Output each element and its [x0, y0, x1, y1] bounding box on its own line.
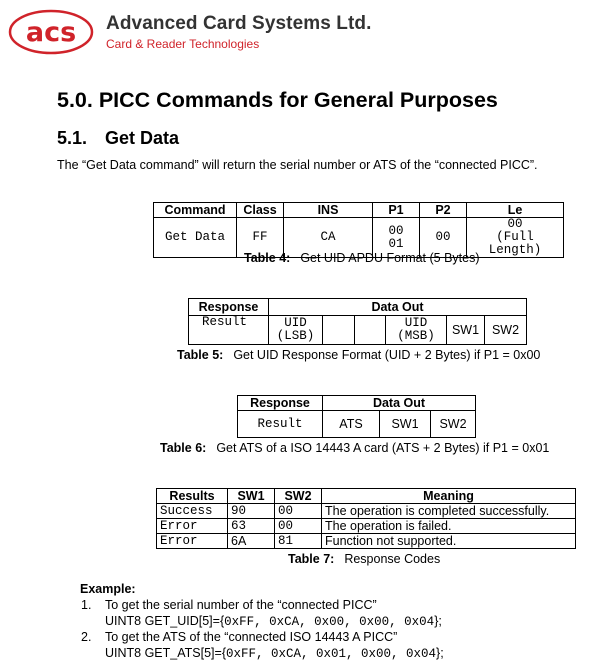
table-cell: 63 — [228, 519, 275, 534]
subsection-title: Get Data — [105, 128, 180, 148]
table-cell: 81 — [275, 534, 322, 549]
table-header: Le — [467, 203, 564, 218]
table-caption — [244, 251, 480, 265]
table-cell: SW2 — [485, 316, 527, 345]
caption-text: Response Codes — [344, 552, 441, 566]
table-cell: 00 — [275, 504, 322, 519]
table-cell: Get Data — [154, 218, 237, 258]
table-header: Results — [157, 489, 228, 504]
table-cell: The operation is failed. — [322, 519, 576, 534]
table-cell: Error — [157, 534, 228, 549]
table-cell: SW1 — [447, 316, 485, 345]
table-header: P2 — [420, 203, 467, 218]
table-header: Command — [154, 203, 237, 218]
table-header: SW2 — [275, 489, 322, 504]
table-caption — [288, 552, 440, 566]
table-header: Meaning — [322, 489, 576, 504]
caption-label: Table 4: — [244, 251, 291, 265]
code-prefix: UINT8 GET_UID[5]={ — [105, 614, 225, 628]
table-cell: The operation is completed successfully. — [322, 504, 576, 519]
code-prefix: UINT8 GET_ATS[5]={ — [105, 646, 226, 660]
table-caption — [160, 441, 549, 455]
table-header: Class — [237, 203, 284, 218]
list-text: To get the ATS of the “connected ISO 14443 A PICC” — [105, 630, 398, 644]
table-header: Data Out — [269, 299, 527, 316]
table-cell: Result — [189, 316, 269, 345]
list-number: 1. — [81, 598, 92, 612]
response-codes-table — [156, 488, 576, 549]
get-uid-response-table — [188, 298, 527, 345]
table-header: P1 — [373, 203, 420, 218]
table-header: SW1 — [228, 489, 275, 504]
code-line — [105, 614, 442, 629]
caption-label: Table 6: — [160, 441, 207, 455]
code-bytes: 0xFF, 0xCA, 0x01, 0x00, 0x04 — [226, 647, 437, 661]
table-cell: 00 01 — [373, 218, 420, 258]
caption-text: Get UID APDU Format (5 Bytes) — [300, 251, 480, 265]
intro-text: The “Get Data command” will return the serial number or ATS of the “connected PICC”. — [57, 158, 538, 172]
company-name: Advanced Card Systems Ltd. — [106, 13, 372, 34]
caption-label: Table 7: — [288, 552, 335, 566]
table-row — [157, 534, 576, 549]
table-header: INS — [284, 203, 373, 218]
get-uid-apdu-table — [153, 202, 564, 258]
table-header: Data Out — [323, 396, 476, 411]
example-title: Example: — [80, 582, 136, 596]
table-cell: CA — [284, 218, 373, 258]
table-cell: 00 — [420, 218, 467, 258]
code-suffix: }; — [434, 614, 442, 628]
caption-text: Get UID Response Format (UID + 2 Bytes) if P1 = 0x00 — [233, 348, 541, 362]
section-title: 5.0. PICC Commands for General Purposes — [57, 88, 498, 112]
table-cell — [323, 316, 355, 345]
table-cell: UID (MSB) — [386, 316, 447, 345]
subsection-heading — [57, 128, 179, 149]
table-header: Response — [189, 299, 269, 316]
table-caption — [177, 348, 540, 362]
table-cell — [355, 316, 386, 345]
table-cell: SW2 — [431, 411, 476, 438]
subsection-number: 5.1. — [57, 128, 88, 148]
table-cell: 90 — [228, 504, 275, 519]
table-header: Response — [238, 396, 323, 411]
get-ats-response-table — [237, 395, 476, 438]
acs-logo — [8, 8, 94, 56]
table-cell: Result — [238, 411, 323, 438]
table-cell: Success — [157, 504, 228, 519]
table-cell: SW1 — [380, 411, 431, 438]
table-cell: UID (LSB) — [269, 316, 323, 345]
table-cell: 00 — [275, 519, 322, 534]
code-line — [105, 646, 444, 661]
table-cell: ATS — [323, 411, 380, 438]
code-bytes: 0xFF, 0xCA, 0x00, 0x00, 0x04 — [224, 615, 435, 629]
list-item — [81, 630, 397, 644]
table-row — [157, 504, 576, 519]
logo-text: acs — [25, 17, 77, 48]
list-text: To get the serial number of the “connected PICC” — [105, 598, 377, 612]
table-cell: FF — [237, 218, 284, 258]
caption-label: Table 5: — [177, 348, 224, 362]
table-cell: Function not supported. — [322, 534, 576, 549]
table-row — [157, 519, 576, 534]
table-cell: 6A — [228, 534, 275, 549]
list-number: 2. — [81, 630, 92, 644]
code-suffix: }; — [436, 646, 444, 660]
caption-text: Get ATS of a ISO 14443 A card (ATS + 2 Bytes) if P1 = 0x01 — [216, 441, 550, 455]
table-cell: 00 (Full Length) — [467, 218, 564, 258]
list-item — [81, 598, 377, 612]
table-cell: Error — [157, 519, 228, 534]
company-tagline: Card & Reader Technologies — [106, 37, 260, 51]
